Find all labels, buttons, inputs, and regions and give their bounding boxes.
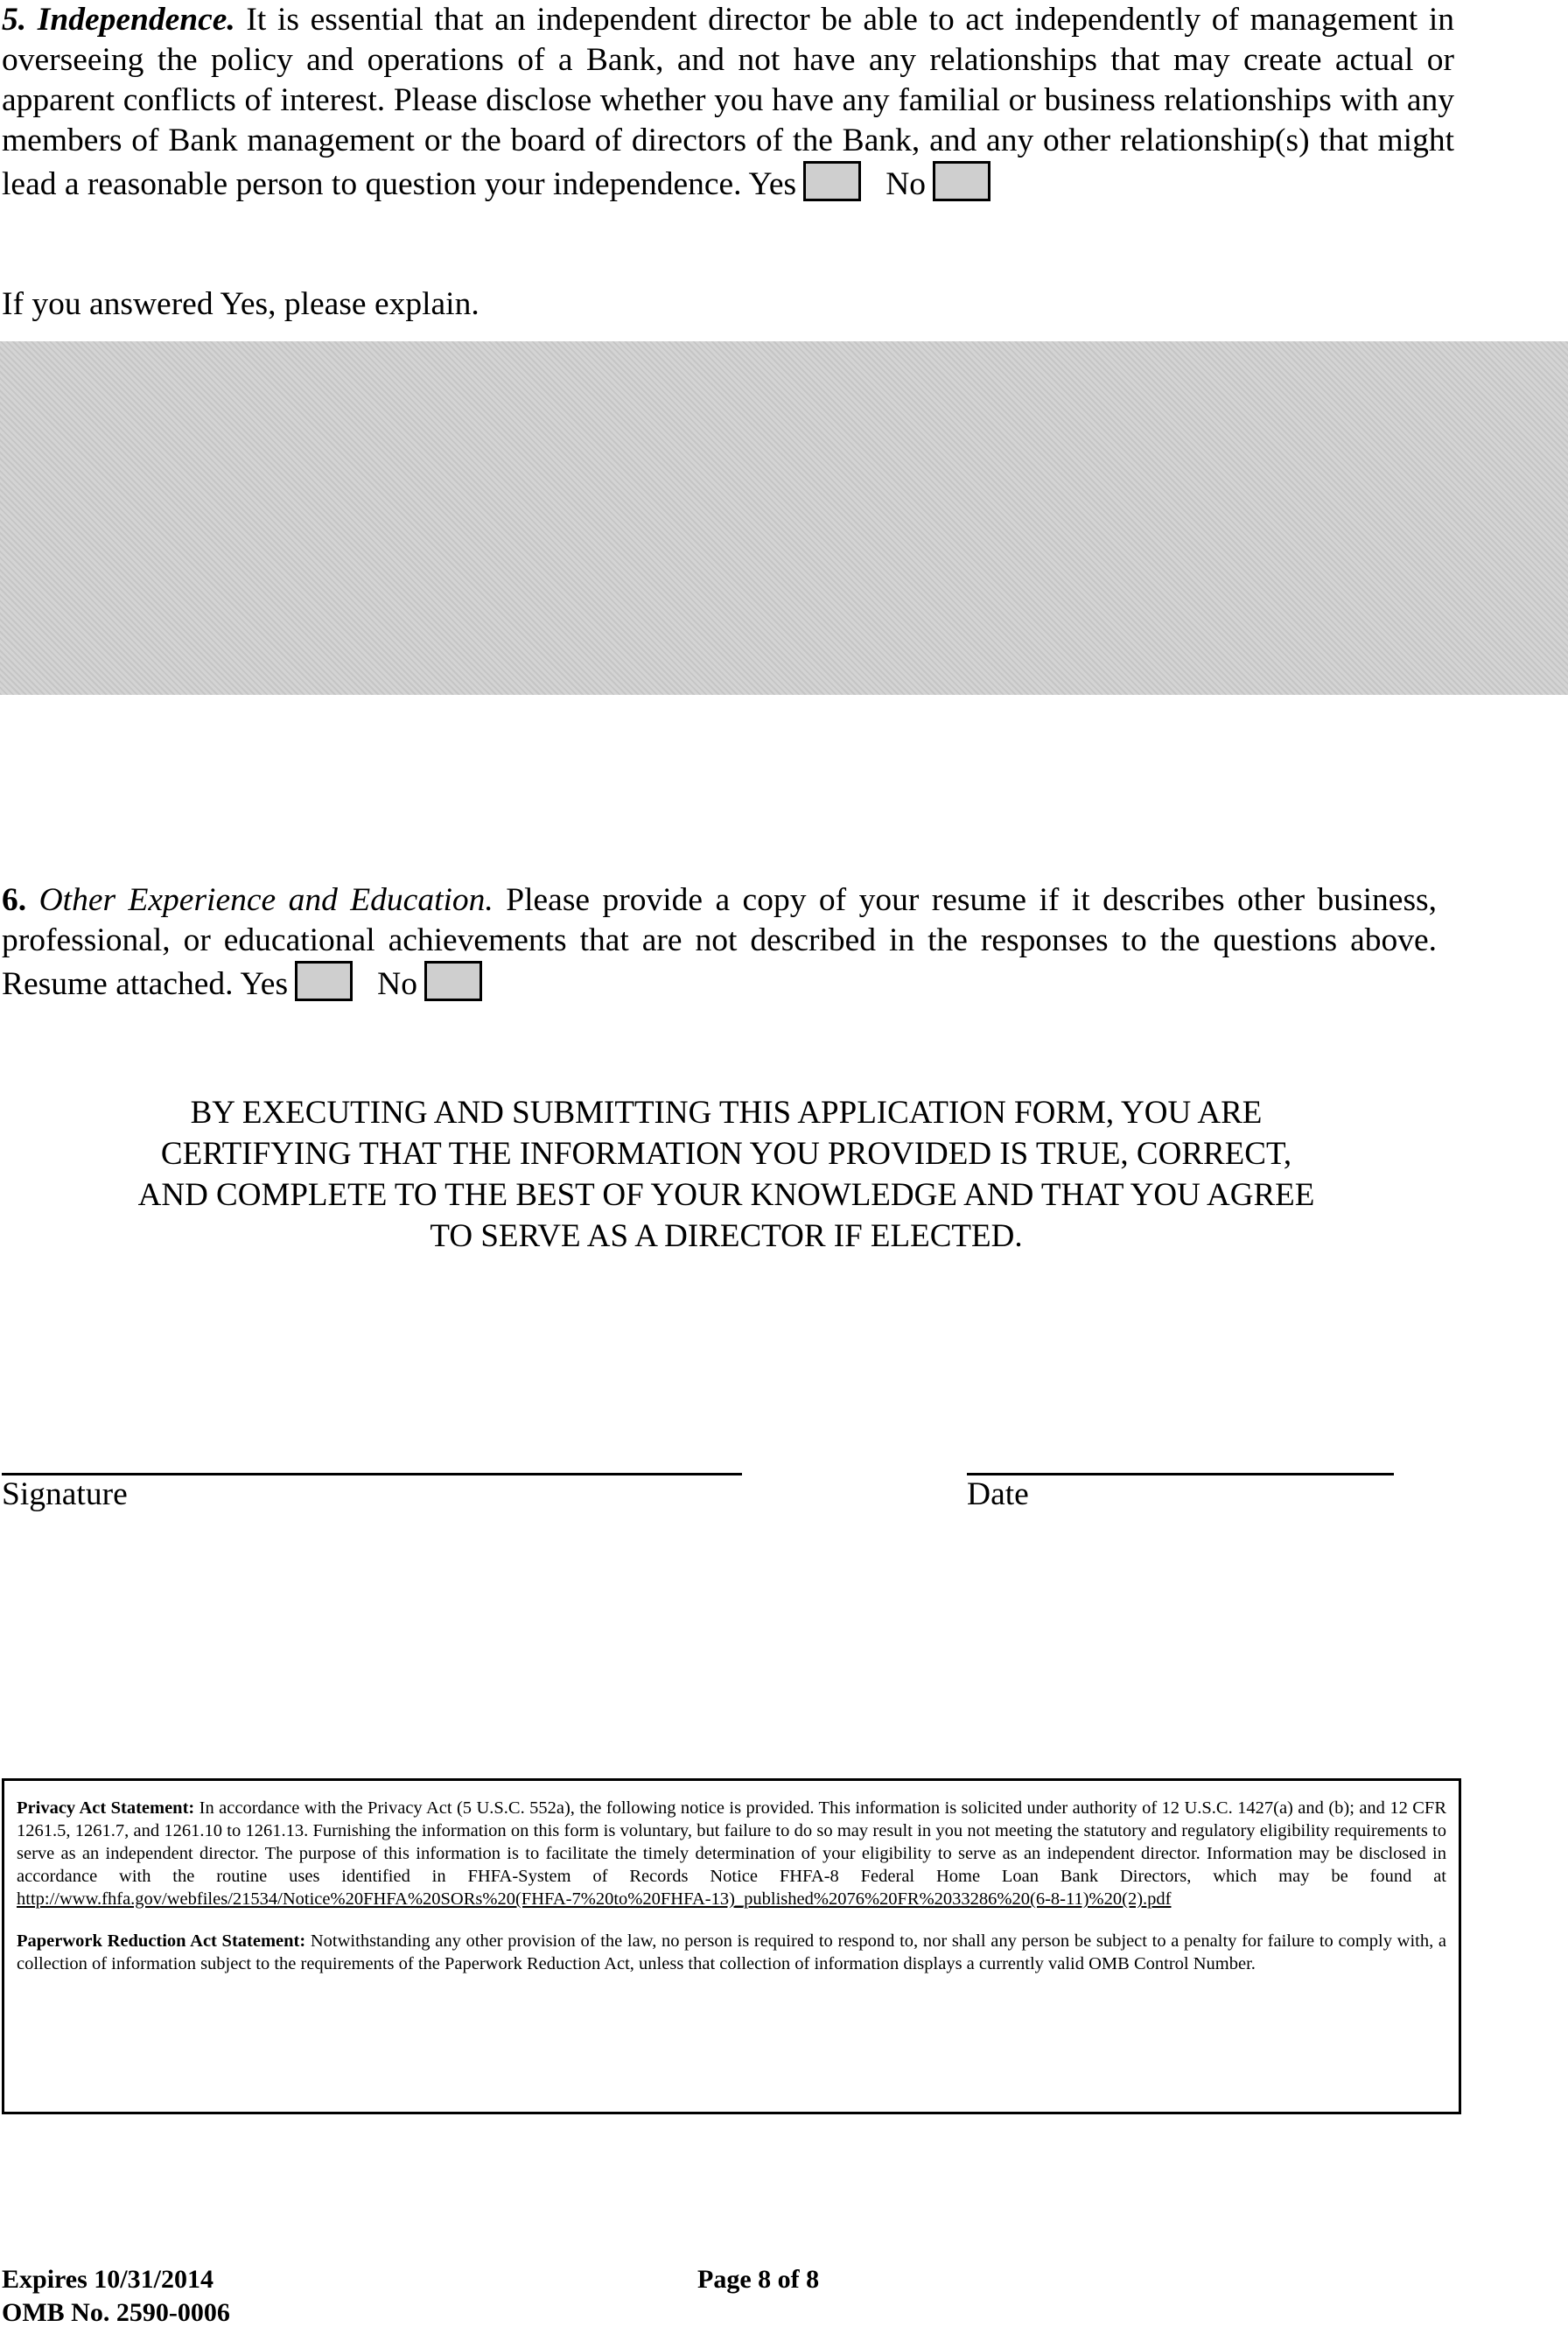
privacy-heading: Privacy Act Statement: (17, 1798, 195, 1818)
paperwork-text: Notwithstanding any other provision of the law, no person is required to respond to, nor shall any person be subject to a penalty for failure to comply with, a collection of information subject to the requirements of the Paperwork Reduction Act, unless that collection of information displays a currently valid OMB Control Number. (17, 1931, 1446, 1973)
privacy-url-link[interactable]: http://www.fhfa.gov/webfiles/21534/Notice%20FHFA%20SORs%20(FHFA-7%20to%20FHFA-13)_published%2076%20FR%2033286%20(6-8-11)%20(2).pdf (17, 1889, 1172, 1909)
section-5-paragraph (2, 0, 1454, 205)
certification-line-2: CERTIFYING THAT THE INFORMATION YOU PROVIDED IS TRUE, CORRECT, (160, 1136, 1292, 1172)
certification-line-1: BY EXECUTING AND SUBMITTING THIS APPLICATION FORM, YOU ARE (190, 1095, 1263, 1131)
privacy-act-statement (17, 1797, 1446, 1910)
section-6-yes-label: Yes (240, 966, 289, 1002)
certification-line-4: TO SERVE AS A DIRECTOR IF ELECTED. (430, 1218, 1023, 1254)
section-5-text: It is essential that an independent director be able to act independently of management in overseeing the policy and operations of a Bank, and not have any relationships that may create actual or apparent conflicts of interest. Please disclose whether you have any familial or business relationships with any members of Bank management or the board of directors of the Bank, and any other relationship(s) that might lead a reasonable person to question your independence. (2, 2, 1455, 202)
certification-line-3: AND COMPLETE TO THE BEST OF YOUR KNOWLEDGE AND THAT YOU AGREE (137, 1177, 1315, 1213)
section-6-no-checkbox[interactable] (424, 961, 482, 1001)
section-6-paragraph (2, 880, 1437, 1005)
section-6-title: Other Experience and Education. (38, 882, 494, 918)
footer-page-number: Page 8 of 8 (697, 2265, 820, 2294)
explain-prompt: If you answered Yes, please explain. (2, 286, 480, 322)
footer-expires: Expires 10/31/2014 (2, 2265, 214, 2294)
section-6-yes-checkbox[interactable] (295, 961, 353, 1001)
paperwork-reduction-statement (17, 1930, 1446, 1975)
paperwork-heading: Paperwork Reduction Act Statement: (17, 1931, 306, 1951)
date-label: Date (967, 1476, 1029, 1512)
section-6-number: 6. (2, 882, 27, 918)
section-5-yes-label: Yes (748, 166, 797, 202)
section-5-number: 5. (2, 2, 27, 38)
certification-statement (0, 1092, 1452, 1257)
date-line[interactable] (967, 1473, 1394, 1475)
section-6-no-label: No (377, 966, 418, 1002)
footer-omb-number: OMB No. 2590-0006 (2, 2298, 230, 2327)
privacy-text: In accordance with the Privacy Act (5 U.S.C. 552a), the following notice is provided. This information is solicited under authority of 12 U.S.C. 1427(a) and (b); and 12 CFR 1261.5, 1261.7, and 1261.10 to 1261.13. Furnishing the information on this form is voluntary, but failure to do so may result in you not meeting the statutory and regulatory eligibility requirements to serve as an independent director. The purpose of this information is to facilitate the timely determination of your eligibility to serve as an independent director. Information may be disclosed in accordance with the routine uses identified in FHFA-System of Records Notice FHFA-8 Federal Home Loan Bank Directors, which may be found at (17, 1798, 1446, 1886)
notices-box (2, 1778, 1461, 2114)
section-6-text: Please provide a copy of your resume if it describes other business, professional, or educational achievements that are not described in the responses to the questions above. Resume attached. (2, 882, 1438, 1002)
section-5-title: Independence. (37, 2, 235, 38)
explanation-text-field[interactable] (0, 341, 1568, 695)
section-5-yes-checkbox[interactable] (803, 161, 861, 201)
section-5-no-label: No (886, 166, 927, 202)
section-5-no-checkbox[interactable] (933, 161, 990, 201)
signature-label: Signature (2, 1476, 128, 1512)
